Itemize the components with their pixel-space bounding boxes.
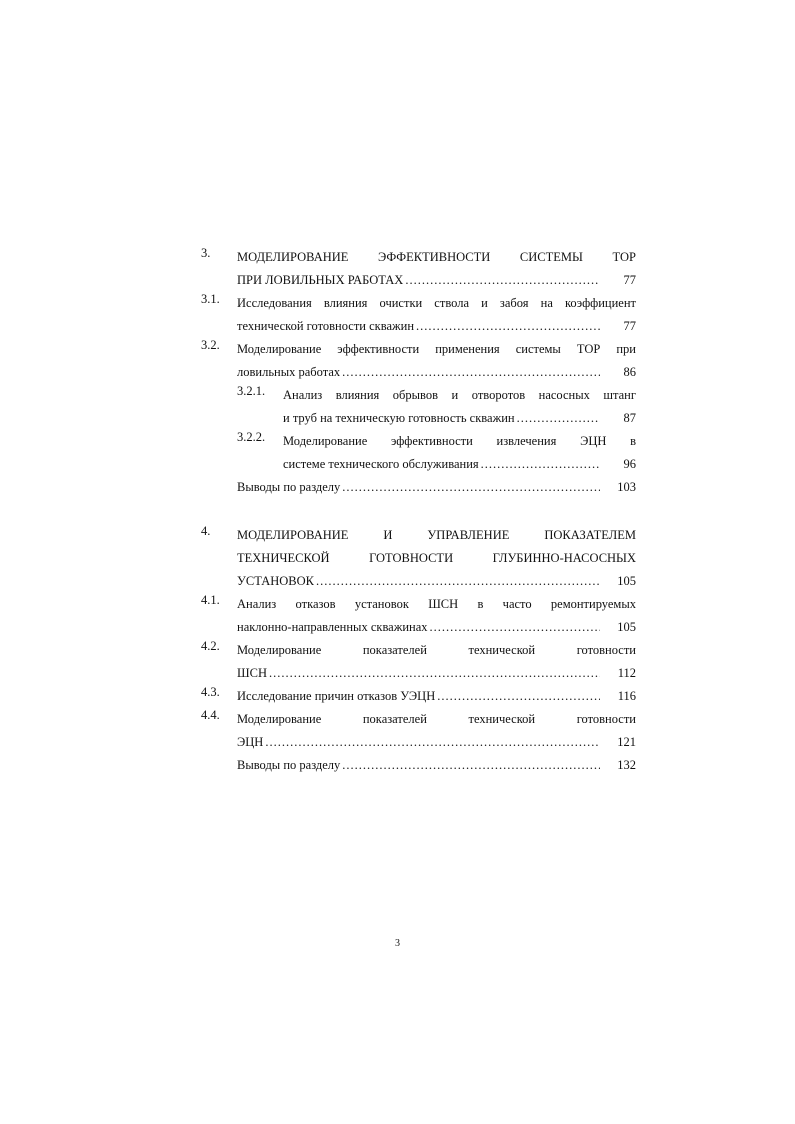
section-title-line: УСТАНОВОК (237, 574, 314, 588)
item-title-line: Моделирование показателей технической готовности (237, 643, 636, 657)
item-title-line: Выводы по разделу (237, 758, 341, 772)
page-number: 116 (617, 689, 636, 703)
page-number: 132 (617, 758, 636, 772)
page-number: 112 (617, 666, 636, 680)
toc-item-conclusions (201, 754, 636, 777)
section-title-line: ПРИ ЛОВИЛЬНЫХ РАБОТАХ (237, 273, 404, 287)
page-number: 121 (617, 735, 636, 749)
item-title-line: ШСН (237, 666, 267, 680)
item-number: 3.2.1. (237, 384, 266, 398)
toc-item (201, 338, 636, 384)
item-title-line: Моделирование показателей технической готовности (237, 712, 636, 726)
item-title-line: Моделирование эффективности применения системы ТОР при (237, 342, 636, 356)
section-number: 4. (201, 524, 211, 538)
page-number: 86 (623, 365, 636, 379)
item-number: 4.1. (201, 593, 220, 607)
item-title-line: технической готовности скважин (237, 319, 415, 333)
toc-item (201, 292, 636, 338)
item-number: 3.1. (201, 292, 220, 306)
item-number: 3.2. (201, 338, 220, 352)
page-number: 105 (617, 620, 636, 634)
toc-item (201, 639, 636, 685)
item-title-line: Анализ отказов установок ШСН в часто ремонтируемых (237, 597, 636, 611)
item-title-line: Анализ влияния обрывов и отворотов насосных штанг (283, 388, 636, 402)
toc-item (201, 708, 636, 754)
page-footer-number: 3 (395, 938, 400, 949)
table-of-contents (201, 246, 636, 777)
section-title-line: МОДЕЛИРОВАНИЕ ЭФФЕКТИВНОСТИ СИСТЕМЫ ТОР (237, 250, 636, 264)
item-title-line: Выводы по разделу (237, 480, 341, 494)
page-number: 77 (623, 319, 636, 333)
page-number: 96 (623, 457, 636, 471)
page-number: 77 (623, 273, 636, 287)
toc-subitem (201, 384, 636, 430)
toc-subitem (201, 430, 636, 476)
item-number: 4.3. (201, 685, 220, 699)
section-title-line: МОДЕЛИРОВАНИЕ И УПРАВЛЕНИЕ ПОКАЗАТЕЛЕМ (237, 528, 636, 542)
item-title-line: Исследования влияния очистки ствола и забоя на коэффициент (237, 296, 636, 310)
item-number: 4.4. (201, 708, 220, 722)
page-number: 103 (617, 480, 636, 494)
item-number: 4.2. (201, 639, 220, 653)
item-title-line: системе технического обслуживания (283, 457, 479, 471)
toc-item-conclusions (201, 476, 636, 499)
item-title-line: Моделирование эффективности извлечения ЭЦН в (283, 434, 636, 448)
page-number: 105 (617, 574, 636, 588)
toc-section-4 (201, 524, 636, 593)
section-title-line: ТЕХНИЧЕСКОЙ ГОТОВНОСТИ ГЛУБИННО-НАСОСНЫХ (237, 551, 636, 565)
page-number: 87 (623, 411, 636, 425)
toc-section-3 (201, 246, 636, 292)
section-number: 3. (201, 246, 211, 260)
toc-item (201, 593, 636, 639)
item-number: 3.2.2. (237, 430, 266, 444)
item-title-line: Исследование причин отказов УЭЦН (237, 689, 436, 703)
item-title-line: и труб на техническую готовность скважин (283, 411, 515, 425)
item-title-line: ловильных работах (237, 365, 341, 379)
item-title-line: наклонно-направленных скважинах (237, 620, 428, 634)
item-title-line: ЭЦН (237, 735, 264, 749)
toc-item (201, 685, 636, 708)
